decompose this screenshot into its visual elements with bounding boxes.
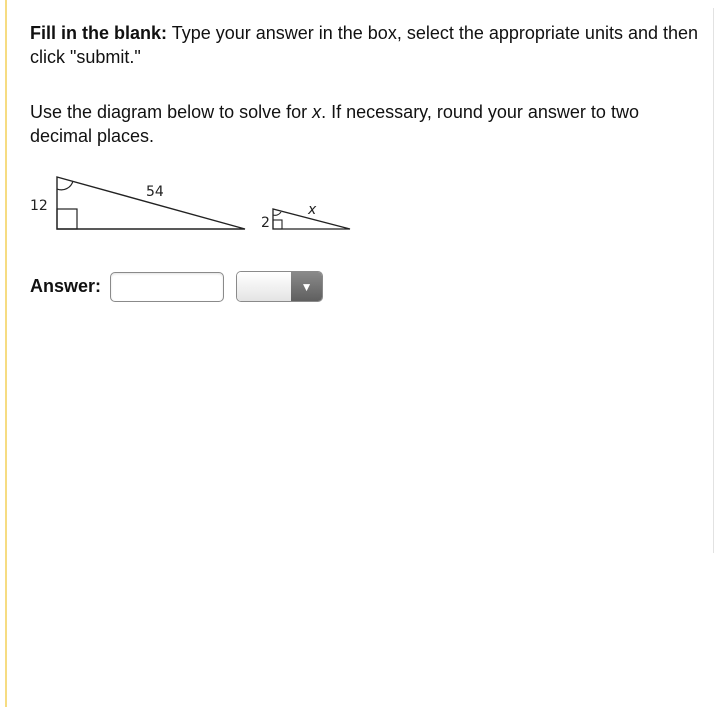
instruction-body: Type your answer in the box, select the appropriate units and then click "submit." — [30, 23, 699, 67]
question-text-after: . If necessary, round your answer to two decimal places. — [30, 102, 639, 146]
units-dropdown[interactable] — [236, 271, 323, 302]
left-border-rule — [5, 0, 7, 707]
small-hypotenuse-label: x — [308, 202, 317, 218]
question-text-before: Use the diagram below to solve for — [30, 102, 313, 122]
instruction-text — [30, 21, 700, 69]
answer-row — [30, 271, 323, 302]
question-panel — [30, 21, 700, 296]
question-variable: x — [312, 102, 322, 122]
scrollbar-track[interactable] — [713, 8, 714, 553]
caret-down-icon[interactable]: ▼ — [291, 272, 322, 301]
large-leg-label: 12 — [30, 198, 48, 214]
small-angle-arc — [273, 212, 281, 215]
instruction-bold-label: Fill in the blank: — [30, 23, 168, 43]
question-text — [30, 100, 700, 148]
units-selected-value — [237, 272, 291, 301]
large-hypotenuse-label: 54 — [146, 184, 164, 200]
large-angle-arc — [57, 181, 73, 190]
answer-input[interactable] — [110, 272, 224, 302]
triangle-diagram — [30, 169, 370, 239]
answer-label: Answer: — [30, 276, 102, 296]
small-leg-label: 2 — [261, 215, 270, 231]
small-right-angle-mark — [273, 220, 282, 229]
large-right-angle-mark — [57, 209, 77, 229]
